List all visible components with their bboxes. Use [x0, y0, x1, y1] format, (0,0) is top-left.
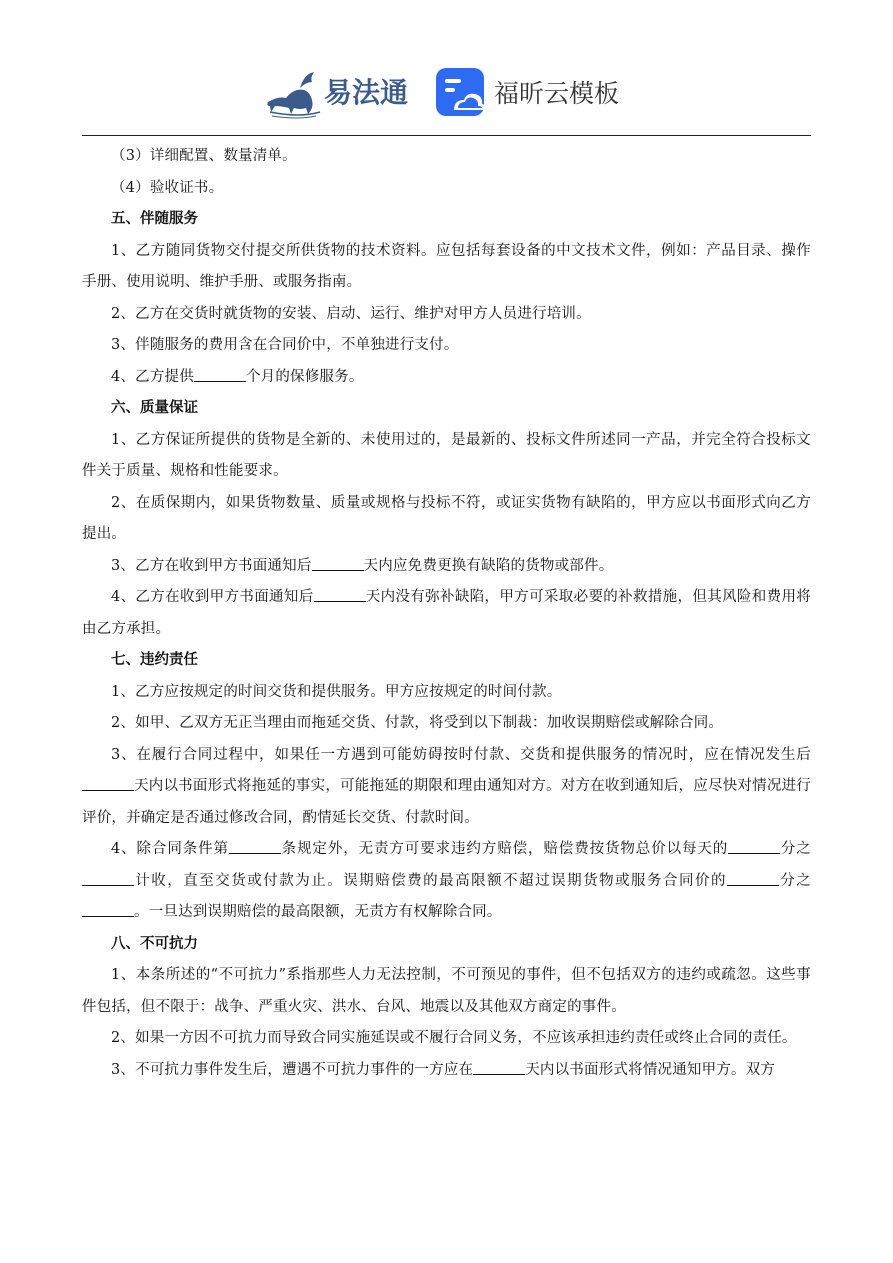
- section-heading: [82, 393, 811, 425]
- section-heading: [82, 929, 811, 961]
- fill-in-blank: [82, 902, 134, 917]
- text-run: 3、乙方在收到甲方书面通知后: [111, 557, 312, 574]
- text-run: （4）验收证书。: [111, 179, 224, 196]
- text-run: 条规定外，无责方可要求违约方赔偿，赔偿费按货物总价以每天的: [280, 841, 729, 857]
- text-run: 2、如甲、乙双方无正当理由而拖延交货、付款，将受到以下制裁：加收误期赔偿或解除合同。: [111, 715, 724, 731]
- yifatong-logo: [262, 62, 412, 120]
- text-run: 4、乙方提供: [111, 368, 194, 385]
- text-run: 1、乙方随同货物交付提交所供货物的技术资料。应包括每套设备的中文技术文件，例如：产品目录、操作手册、使用说明、维护手册、或服务指南。: [82, 242, 811, 290]
- text-run: 1、乙方保证所提供的货物是全新的、未使用过的，是最新的、投标文件所述同一产品，并完全符合投标文件关于质量、规格和性能要求。: [82, 431, 811, 479]
- text-run: 。一旦达到误期赔偿的最高限额，无责方有权解除合同。: [134, 904, 502, 920]
- paragraph: [82, 582, 811, 645]
- paragraph: [82, 299, 811, 331]
- text-run: （3）详细配置、数量清单。: [111, 148, 297, 164]
- text-run: 分之: [780, 841, 811, 857]
- text-run: 2、乙方在交货时就货物的安装、启动、运行、维护对甲方人员进行培训。: [111, 305, 591, 322]
- text-run: 分之: [779, 872, 811, 889]
- paragraph: [82, 834, 811, 929]
- fill-in-blank: [312, 556, 364, 571]
- fill-in-blank: [314, 587, 366, 602]
- paragraph: [82, 1055, 811, 1087]
- text-run: 天内以书面形式将拖延的事实，可能拖延的期限和理由通知对方。对方在收到通知后，应尽快对情况进行评价，并确定是否通过修改合同，酌情延长交货、付款时间。: [82, 778, 811, 826]
- section-heading: [82, 204, 811, 236]
- text-run: 4、除合同条件第: [111, 841, 229, 857]
- header-divider: [82, 135, 811, 136]
- text-run: 六、质量保证: [111, 400, 198, 416]
- text-run: 七、违约责任: [111, 652, 198, 668]
- text-run: 1、乙方应按规定的时间交货和提供服务。甲方应按规定的时间付款。: [111, 683, 562, 700]
- text-run: 五、伴随服务: [111, 211, 198, 227]
- fill-in-blank: [82, 871, 134, 886]
- text-run: 1、本条所述的“不可抗力”系指那些人力无法控制，不可预见的事件，但不包括双方的违约或疏忽。这些事件包括，但不限于：战争、严重火灾、洪水、台风、地震以及其他双方商定的事件。: [82, 967, 811, 1015]
- text-run: 天内没有弥补缺陷，甲方可采取必要的补救措施，但其风险和费用将由乙方承担。: [82, 589, 812, 637]
- fill-in-blank: [473, 1060, 525, 1075]
- paragraph: [82, 362, 811, 394]
- text-run: 天内以书面形式将情况通知甲方。双方: [525, 1061, 776, 1078]
- paragraph: [82, 236, 811, 299]
- text-run: 3、在履行合同过程中，如果任一方遇到可能妨碍按时付款、交货和提供服务的情况时，应在情况发生后: [111, 746, 811, 763]
- paragraph: [82, 740, 811, 835]
- page-header: [0, 58, 893, 124]
- paragraph: [82, 960, 811, 1023]
- logo2-text: 福昕云模板: [494, 79, 620, 108]
- paragraph: [82, 1023, 811, 1055]
- text-run: 2、在质保期内，如果货物数量、质量或规格与投标不符，或证实货物有缺陷的，甲方应以书面形式向乙方提出。: [82, 494, 811, 542]
- fill-in-blank: [194, 367, 246, 382]
- paragraph: [82, 551, 811, 583]
- paragraph: [82, 488, 811, 551]
- text-run: 3、伴随服务的费用含在合同价中，不单独进行支付。: [111, 337, 459, 353]
- fill-in-blank: [229, 839, 281, 854]
- paragraph: [82, 173, 811, 205]
- paragraph: [82, 141, 811, 173]
- section-heading: [82, 645, 811, 677]
- fill-in-blank: [727, 871, 779, 886]
- document-body: [82, 141, 811, 1086]
- text-run: 天内应免费更换有缺陷的货物或部件。: [363, 557, 614, 574]
- text-run: 八、不可抗力: [111, 935, 198, 952]
- text-run: 2、如果一方因不可抗力而导致合同实施延误或不履行合同义务，不应该承担违约责任或终止合同的责任。: [111, 1030, 797, 1046]
- text-run: 4、乙方在收到甲方书面通知后: [111, 589, 314, 605]
- fill-in-blank: [82, 776, 134, 791]
- text-run: 计收，直至交货或付款为止。误期赔偿费的最高限额不超过误期货物或服务合同价的: [134, 872, 727, 889]
- text-run: 3、不可抗力事件发生后，遭遇不可抗力事件的一方应在: [111, 1061, 474, 1078]
- logo1-text: 易法通: [324, 76, 409, 109]
- fuxin-logo: [434, 64, 634, 120]
- paragraph: [82, 677, 811, 709]
- text-run: 个月的保修服务。: [245, 368, 364, 385]
- paragraph: [82, 425, 811, 488]
- paragraph: [82, 708, 811, 740]
- paragraph: [82, 330, 811, 362]
- fill-in-blank: [728, 839, 780, 854]
